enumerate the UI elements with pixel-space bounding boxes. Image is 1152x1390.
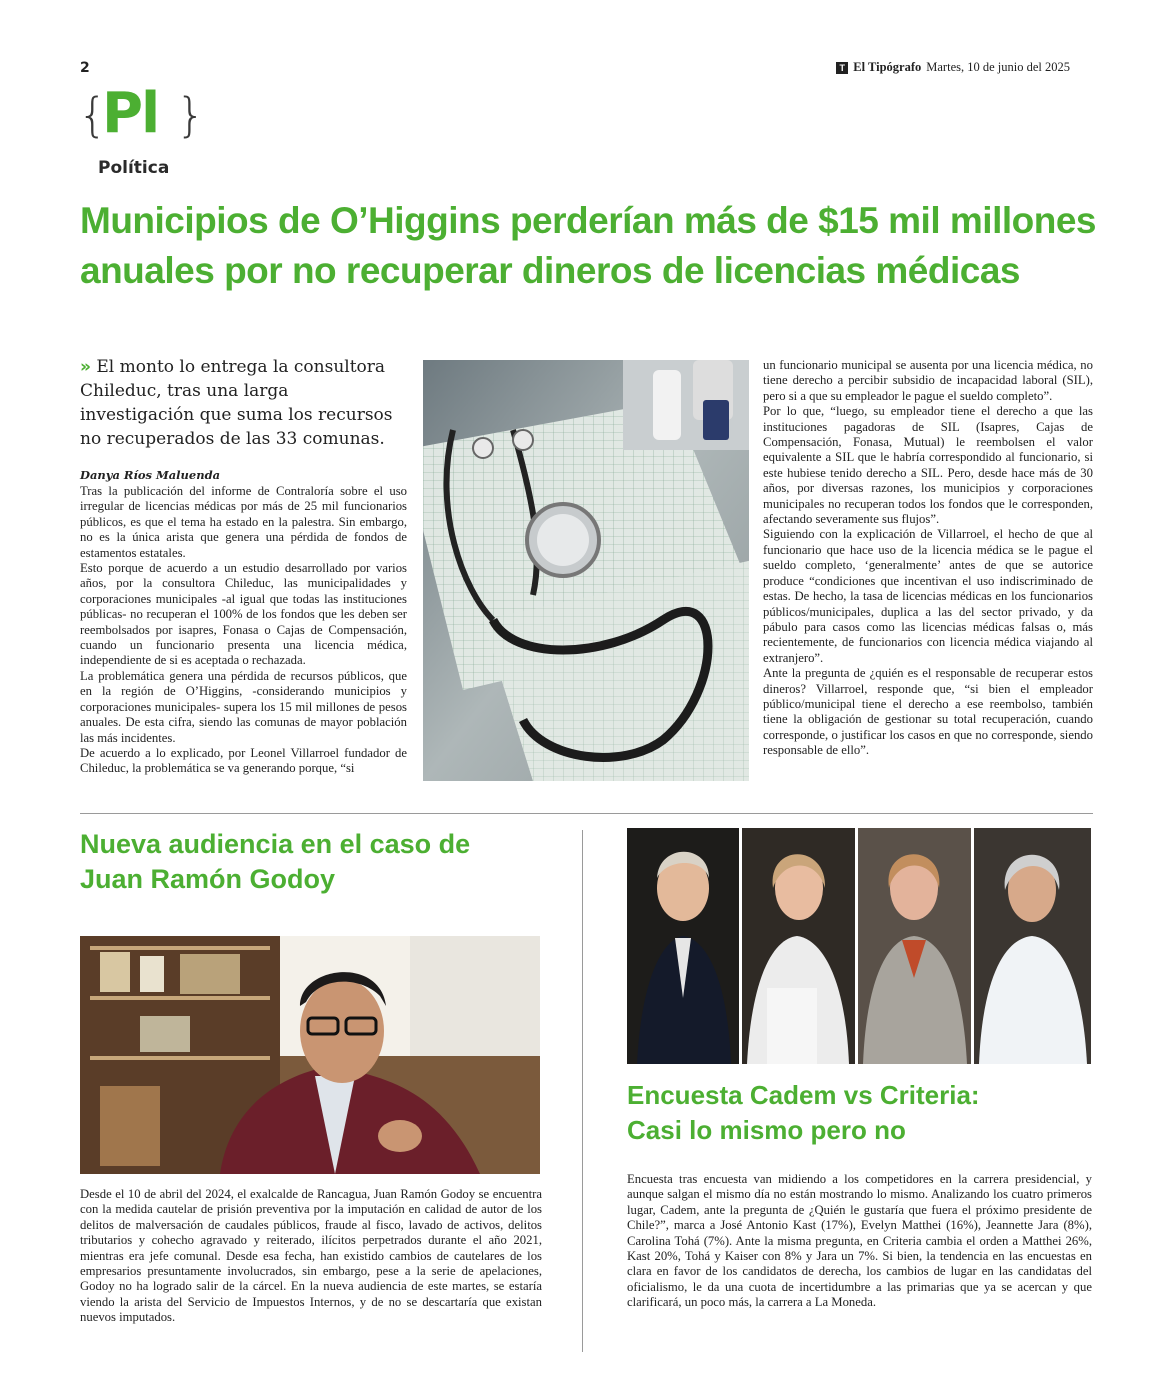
main-subheadline: anuales por no recuperar dineros de licencias médicas [80, 250, 1020, 291]
newspaper-logo-icon: T [836, 62, 848, 74]
brace-open-icon: { [78, 88, 108, 142]
cadem-body: Encuesta tras encuesta van midiendo a los competidores en la carrera presidencial, y aunque salgan el mismo día no están mostrando lo mismo. Analizando los cuatro primeros lugar, Cadem, ante la pregunta de ¿Quién le gustaría que fuera el próximo presidente de Chile?”, marca a José Antonio Kast (17%), Evelyn Matthei (16%), Jeannette Jara (8%), Carolina Tohá (7%). Ante la misma pregunta, en Criteria cambia el orden a Matthei 26%, Kast 20%, Tohá y Kaiser con 8% y Jara un 7%. Si bien, la tendencia en las encuestas en clara en favor de los candidatos de derecha, los cambios de lugar en las candidatas del oficialismo, le da una cuota de incertidumbre a las primarias que ya se acercan y que clarificará, un poco más, la carrera a La Moneda. [627, 1172, 1092, 1310]
paragraph: De acuerdo a lo explicado, por Leonel Villarroel fundador de Chileduc, la problemática se va generando porque, “si [80, 745, 407, 776]
godoy-body: Desde el 10 de abril del 2024, el exalcalde de Rancagua, Juan Ramón Godoy se encuentra con la medida cautelar de prisión preventiva por la imputación en calidad de autor de los delitos de malversación de caudales públicos, fraude al fisco, lavado de activos, delitos tributarios y cohecho agravado y reiterado, ilícitos perpetrados durante el año 2021, mientras era jefe comunal. Desde esa fecha, han existido cambios de cautelares de los empresarios presuntamente involucrados, sin embargo, pese a la serie de apelaciones, Godoy no ha logrado salir de la cárcel. En la nueva audiencia de este martes, se estaría viendo la arista del Servicio de Impuestos Internos, y de no se descartaría que existan nuevos imputados. [80, 1187, 542, 1325]
paragraph: Tras la publicación del informe de Contraloría sobre el uso irregular de licencias médicas por más de 25 mil funcionarios públicos, es que el tema ha estado en la palestra. Sin embargo, no es la única arista que genera una pérdida de fondos de estamentos estatales. [80, 484, 407, 560]
paragraph: un funcionario municipal se ausenta por una licencia médica, no tiene derecho a percibir subsidio de incapacidad laboral (SIL), pero si a que su empleador le pague el sueldo completo”. [763, 358, 1093, 403]
cadem-subheadline: Casi lo mismo pero no [627, 1115, 906, 1145]
paragraph: La problemática genera una pérdida de recursos públicos, que en la región de O’Higgins, -considerando municipios y corporaciones municipales- supera los 15 mil millones de pesos anuales. De esta cifra, siendo las comunas de mayor población las más incidentes. [80, 668, 407, 745]
godoy-headline: Nueva audiencia en el caso de [80, 829, 471, 859]
horizontal-divider [80, 813, 1093, 814]
candidates-photo [627, 828, 1091, 1064]
vertical-divider [582, 830, 583, 1352]
byline: Danya Ríos Maluenda [80, 468, 221, 482]
paragraph: Siguiendo con la explicación de Villarroel, el hecho de que al funcionario que hace uso de la licencia médica se le pague el sueldo completo, ‘generalmente’ antes de que se autorice produce “condiciones que incentivan el uso indiscriminado de estas. De hecho, la tasa de licencias médicas en los funcionarios públicos/municipales, duplica a las del sector privado, y da pábulo para casos como las licencias médicas falsas o, más recientemente, de funcionarios con licencia médica viajando al extranjero”. [763, 527, 1093, 665]
section-code: Pl [102, 81, 159, 146]
paragraph: Esto porque de acuerdo a un estudio desarrollado por varios años, por la consultora Chileduc, las municipalidades y corporaciones municipales -al igual que todas las instituciones públicas- no recuperan el 100% de los fondos que les deben ser reembolsados por isapres, Fonasa o Cajas de Compensación, cuando un funcionario presenta una licencia médica, independiente de si es aceptada o rechazada. [80, 561, 407, 668]
paragraph: Ante la pregunta de ¿quién es el responsable de recuperar estos dineros? Villarroel, responde que, “si bien el empleador público/municipal tiene el derecho a ese reembolso, también tiene la obligación de gestionar su total recuperación, cuando corresponde, o justificar los casos en que no corresponde, siendo responsable de ello”. [763, 666, 1093, 758]
main-headline: Municipios de O’Higgins perderían más de $15 mil millones [80, 200, 1096, 241]
page-number: 2 [80, 60, 90, 76]
issue-date: Martes, 10 de junio del 2025 [926, 60, 1070, 74]
masthead [836, 60, 1070, 75]
section-badge [78, 81, 206, 180]
godoy-subheadline: Juan Ramón Godoy [80, 864, 336, 894]
lead-marker-icon: » [80, 357, 91, 377]
article-lead [80, 355, 400, 451]
article-column-3 [763, 358, 1093, 759]
stethoscope-photo [423, 360, 749, 781]
article-column-1 [80, 484, 407, 777]
newspaper-name: El Tipógrafo [853, 60, 922, 74]
lead-text: El monto lo entrega la consultora Chileduc, tras una larga investigación que suma los recursos no recuperados de las 33 comunas. [80, 357, 393, 449]
section-label: Política [98, 158, 170, 178]
godoy-photo [80, 936, 540, 1174]
cadem-headline: Encuesta Cadem vs Criteria: [627, 1080, 980, 1110]
paragraph: Por lo que, “luego, su empleador tiene el derecho a que las instituciones pagadoras de SIL (Isapres, Cajas de Compensación, Fonasa, Mutual) le reembolsen el valor equivalente a SIL que le habría correspondido al funcionario, si este hubiese tenido derecho a SIL. Pero, desde hace más de 30 años, por diversas razones, los municipios y corporaciones municipales no recuperan todos los fondos que le corresponden, afectando severamente sus flujos”. [763, 404, 1093, 527]
brace-close-icon: } [176, 88, 206, 142]
